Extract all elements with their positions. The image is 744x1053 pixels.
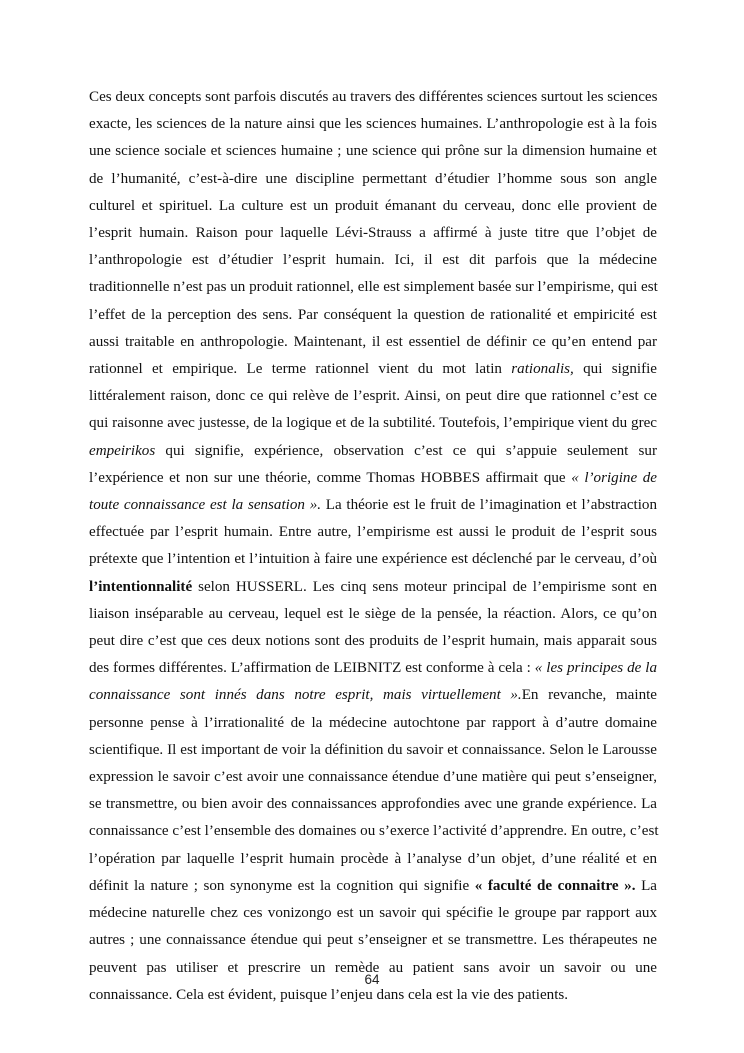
text-run: peuvent pas utiliser et prescrire un remède au patient sans avoir un savoir ou une bbox=[89, 959, 657, 976]
text-line bbox=[89, 818, 657, 845]
text-line bbox=[89, 247, 657, 274]
text-run: se transmettre, ou bien avoir des connaissances approfondies avec une grande expérience. La bbox=[89, 796, 657, 813]
text-run: liaison inséparable au cerveau, lequel est le siège de la pensée, la réaction. Alors, ce qu’on bbox=[89, 605, 657, 622]
text-run: qui raisonne avec justesse, de la logique et de la subtilité. Toutefois, l’empirique vient du grec bbox=[89, 415, 657, 432]
text-line bbox=[89, 438, 657, 465]
text-line bbox=[89, 465, 657, 492]
text-line bbox=[89, 628, 657, 655]
italic-text: rationalis, bbox=[511, 361, 574, 378]
text-run: traditionnelle n’est pas un produit rationnel, elle est simplement basée sur l’empirisme, qui est bbox=[89, 279, 658, 296]
text-line bbox=[89, 138, 657, 165]
text-run: peut dire c’est que ces deux notions sont des produits de l’esprit humain, mais apparait sous bbox=[89, 633, 657, 650]
text-run: qui signifie, expérience, observation c’est ce qui s’appuie seulement sur bbox=[155, 442, 657, 459]
text-line bbox=[89, 546, 657, 573]
text-run: l’anthropologie est d’étudier l’esprit humain. Ici, il est dit parfois que la médecine bbox=[89, 252, 657, 269]
italic-text: « les principes de la bbox=[534, 660, 657, 677]
text-run: effectuée par l’esprit humain. Entre autre, l’empirisme est aussi le produit de l’esprit sous bbox=[89, 524, 657, 541]
text-line bbox=[89, 492, 657, 519]
text-run: connaissance c’est l’ensemble des domaines ou s’exerce l’activité d’apprendre. En outre, c’est bbox=[89, 823, 659, 840]
text-line bbox=[89, 791, 657, 818]
text-run: de l’humanité, c’est-à-dire une discipline permettant d’étudier l’homme sous son angle bbox=[89, 170, 657, 187]
text-line bbox=[89, 764, 657, 791]
text-line bbox=[89, 574, 657, 601]
text-run: La théorie est le fruit de l’imagination et l’abstraction bbox=[321, 497, 658, 514]
text-run: expression le savoir c’est avoir une connaissance étendue d’une matière qui peut s’enseigner, bbox=[89, 769, 657, 786]
text-run: personne pense à l’irrationalité de la médecine autochtone par rapport à d’autre domaine bbox=[89, 714, 657, 731]
text-line bbox=[89, 846, 657, 873]
text-run: autres ; une connaissance étendue qui peut s’enseigner et se transmettre. Les thérapeutes ne bbox=[89, 932, 657, 949]
text-run: En revanche, mainte bbox=[521, 687, 658, 704]
text-line bbox=[89, 166, 657, 193]
text-line bbox=[89, 710, 657, 737]
italic-text: toute connaissance est la sensation ». bbox=[89, 497, 322, 514]
text-line bbox=[89, 410, 657, 437]
text-line bbox=[89, 873, 657, 900]
text-run: Ces deux concepts sont parfois discutés au travers des différentes sciences surtout les sciences bbox=[89, 89, 658, 105]
text-run: l’expérience et non sur une théorie, comme Thomas HOBBES affirmait que bbox=[89, 469, 572, 486]
text-line bbox=[89, 682, 657, 709]
text-line bbox=[89, 655, 657, 682]
text-line bbox=[89, 111, 657, 138]
italic-text: « l’origine de bbox=[571, 469, 658, 486]
text-line bbox=[89, 274, 657, 301]
text-run: médecine naturelle chez ces vonizongo est un savoir qui spécifie le groupe par rapport aux bbox=[89, 905, 657, 922]
text-run: culturel et spirituel. La culture est un produit émanant du cerveau, donc elle provient de bbox=[89, 197, 657, 214]
page-number: 64 bbox=[364, 972, 380, 987]
italic-text: empeirikos bbox=[89, 442, 156, 459]
text-line bbox=[89, 601, 657, 628]
text-line bbox=[89, 84, 657, 111]
text-line bbox=[89, 519, 657, 546]
bold-text: « faculté de connaitre ». bbox=[474, 877, 636, 894]
text-run: des formes différentes. L’affirmation de LEIBNITZ est conforme à cela : bbox=[89, 660, 535, 677]
text-line bbox=[89, 737, 657, 764]
text-run: La bbox=[635, 877, 657, 894]
bold-text: l’intentionnalité bbox=[89, 578, 193, 595]
text-run: littéralement raison, donc ce qui relève de l’esprit. Ainsi, on peut dire que rationnel c’est ce bbox=[89, 388, 657, 405]
text-line bbox=[89, 383, 657, 410]
text-line bbox=[89, 927, 657, 954]
text-line bbox=[89, 329, 657, 356]
text-run: qui signifie bbox=[573, 361, 657, 378]
text-line bbox=[89, 193, 657, 220]
text-run: définit la nature ; son synonyme est la cognition qui signifie bbox=[89, 877, 475, 894]
text-run: une science sociale et sciences humaine ; une science qui prône sur la dimension humaine et bbox=[89, 143, 657, 160]
text-line bbox=[89, 302, 657, 329]
text-run: prétexte que l’intention et l’intuition à faire une expérience est déclenché par le cerveau, d’où bbox=[89, 551, 657, 568]
paragraph bbox=[89, 84, 657, 1009]
text-run: exacte, les sciences de la nature ainsi que les sciences humaines. L’anthropologie est à la fois bbox=[89, 116, 657, 133]
italic-text: connaissance sont innés dans notre esprit, mais virtuellement ». bbox=[89, 687, 522, 704]
text-line bbox=[89, 220, 657, 247]
text-run: aussi traitable en anthropologie. Maintenant, il est essentiel de définir ce qu’en entend par bbox=[89, 333, 657, 350]
text-run: scientifique. Il est important de voir la définition du savoir et connaissance. Selon le Larousse bbox=[89, 741, 657, 758]
body-paragraph bbox=[89, 84, 657, 1009]
text-line bbox=[89, 900, 657, 927]
text-run: l’opération par laquelle l’esprit humain procède à l’analyse d’un objet, d’une réalité et en bbox=[89, 850, 657, 867]
text-run: l’effet de la perception des sens. Par conséquent la question de rationalité et empiricité est bbox=[89, 306, 657, 323]
text-line bbox=[89, 356, 657, 383]
text-run: rationnel et empirique. Le terme rationnel vient du mot latin bbox=[89, 361, 512, 378]
text-run: l’esprit humain. Raison pour laquelle Lévi-Strauss a affirmé à juste titre que l’objet de bbox=[89, 225, 657, 242]
text-run: connaissance. Cela est évident, puisque l’enjeu dans cela est la vie des patients. bbox=[89, 986, 569, 1003]
text-run: selon HUSSERL. Les cinq sens moteur principal de l’empirisme sont en bbox=[192, 578, 657, 595]
